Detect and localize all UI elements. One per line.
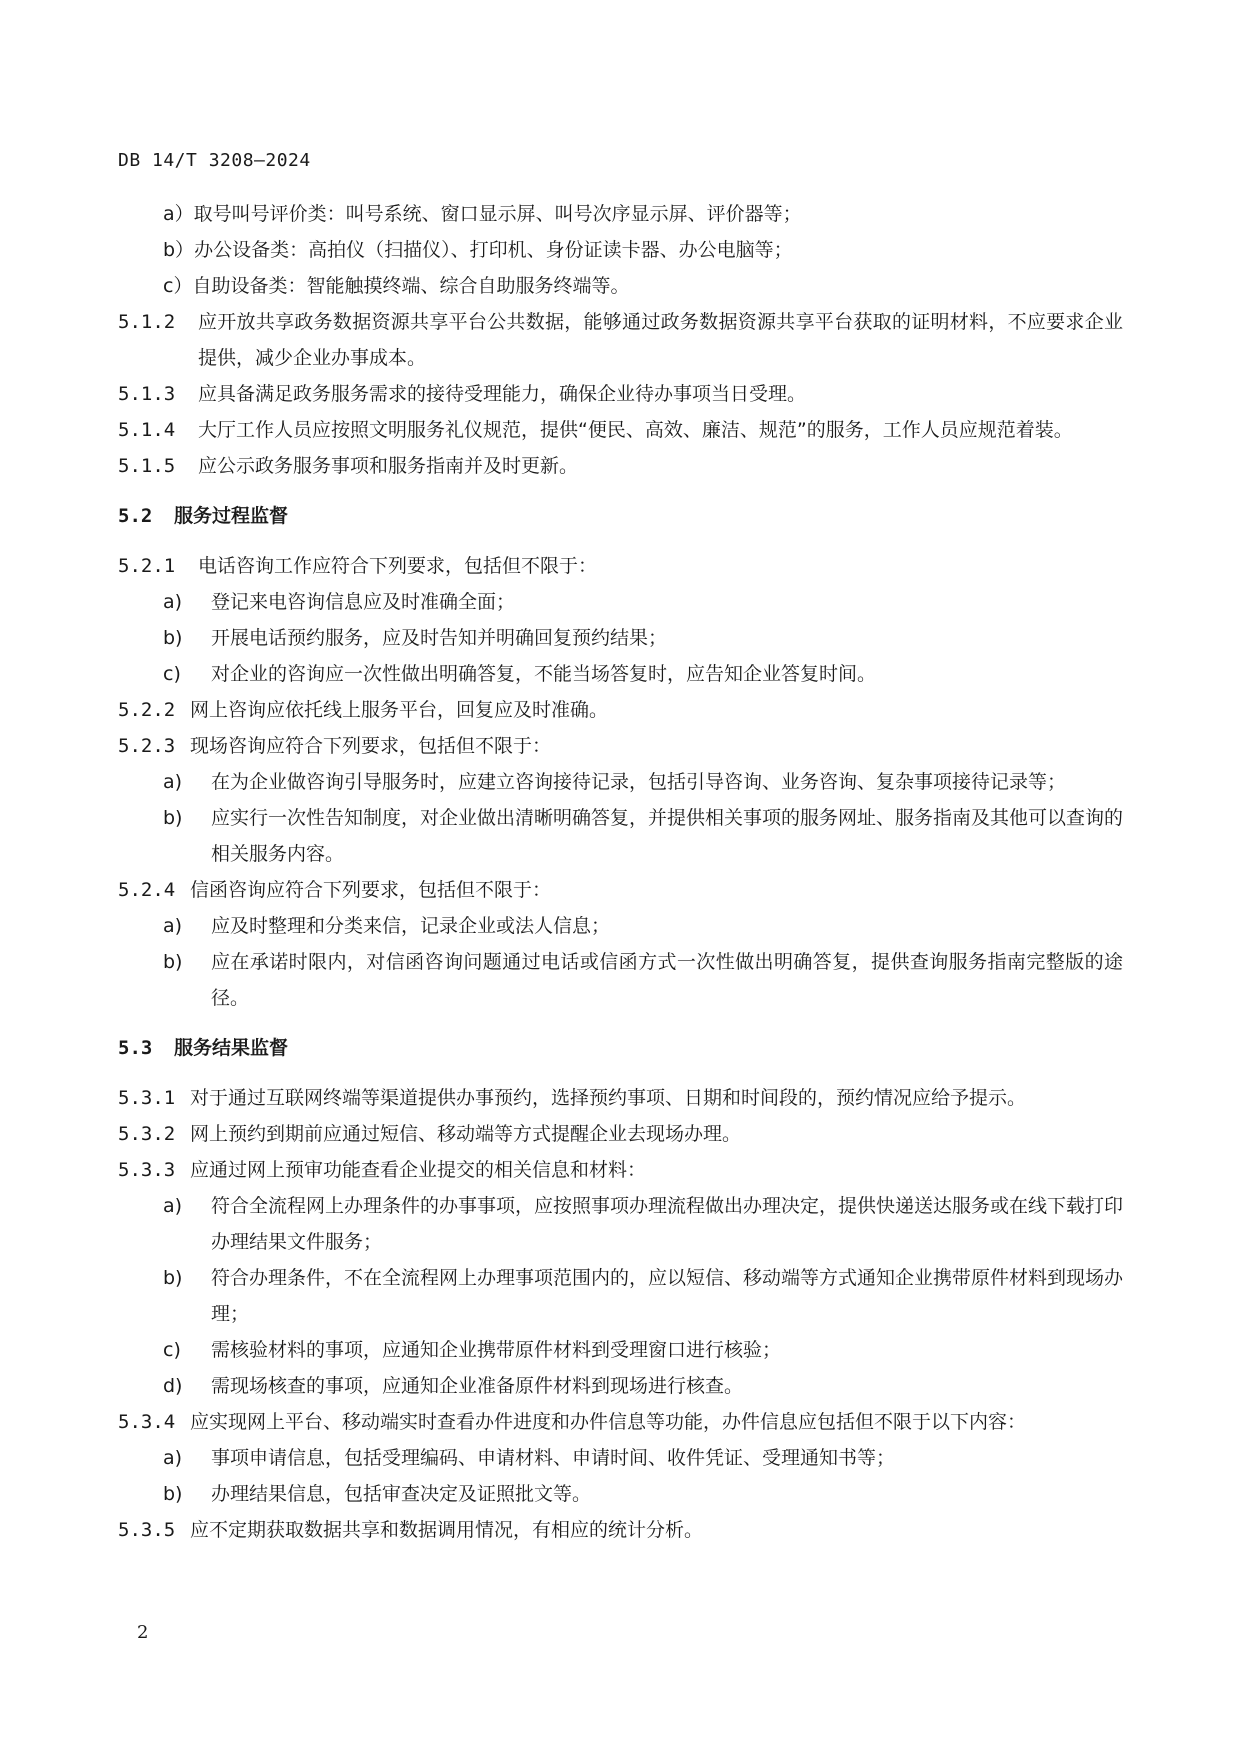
clause-text: 现场咨询应符合下列要求，包括但不限于：	[190, 735, 552, 757]
clause-number: 5.1.4	[118, 419, 176, 441]
clause-text: 对于通过互联网终端等渠道提供办事预约，选择预约事项、日期和时间段的，预约情况应给予提示。	[190, 1087, 1027, 1109]
section-title: 服务结果监督	[174, 1037, 289, 1059]
list-item	[163, 944, 1123, 1016]
clause-5-2-3	[118, 728, 1123, 764]
list-item	[163, 620, 1123, 656]
clause-5-2-1	[118, 548, 1123, 584]
clause-number: 5.3.1	[118, 1087, 176, 1109]
list-item-tag: b)	[163, 951, 183, 973]
clause-text: 大厅工作人员应按照文明服务礼仪规范，提供“便民、高效、廉洁、规范”的服务，工作人员应规范着装。	[198, 419, 1073, 441]
list-item-text: 自助设备类：智能触摸终端、综合自助服务终端等。	[192, 275, 630, 297]
list-item-text: 开展电话预约服务，应及时告知并明确回复预约结果；	[211, 627, 668, 649]
page-number: 2	[137, 1622, 149, 1643]
list-item-tag: a)	[163, 915, 183, 937]
clause-number: 5.2.2	[118, 699, 176, 721]
clause-5-1-4	[118, 412, 1123, 448]
clause-text: 应通过网上预审功能查看企业提交的相关信息和材料：	[190, 1159, 647, 1181]
clause-5-2-4	[118, 872, 1123, 908]
list-item	[163, 800, 1123, 872]
clause-text: 网上预约到期前应通过短信、移动端等方式提醒企业去现场办理。	[190, 1123, 742, 1145]
list-item	[163, 268, 1123, 304]
list-item-text: 办理结果信息，包括审查决定及证照批文等。	[211, 1483, 592, 1505]
list-item	[163, 196, 1123, 232]
clause-5-3-3	[118, 1152, 1123, 1188]
list-item	[163, 1260, 1123, 1332]
list-item-tag: c)	[163, 1339, 181, 1361]
list-item	[163, 656, 1123, 692]
list-item-tag: a)	[163, 1447, 183, 1469]
list-item-text: 在为企业做咨询引导服务时，应建立咨询接待记录，包括引导咨询、业务咨询、复杂事项接待记录等；	[211, 771, 1067, 793]
clause-text: 应开放共享政务数据资源共享平台公共数据，能够通过政务数据资源共享平台获取的证明材料，不应要求企业提供，减少企业办事成本。	[198, 311, 1123, 369]
section-number: 5.2	[118, 505, 153, 527]
clause-5-3-4	[118, 1404, 1123, 1440]
list-item-text: 需核验材料的事项，应通知企业携带原件材料到受理窗口进行核验；	[211, 1339, 782, 1361]
list-item-text: 对企业的咨询应一次性做出明确答复，不能当场答复时，应告知企业答复时间。	[211, 663, 877, 685]
document-code-header: DB 14/T 3208—2024	[118, 150, 311, 171]
clause-5-1-5	[118, 448, 1123, 484]
list-item-tag: b)	[163, 1267, 183, 1289]
list-item-tag: b)	[163, 627, 183, 649]
list-item	[163, 1440, 1123, 1476]
list-item-tag: a）	[163, 203, 194, 225]
list-item-text: 办公设备类：高拍仪（扫描仪）、打印机、身份证读卡器、办公电脑等；	[194, 239, 793, 261]
section-title: 服务过程监督	[174, 505, 289, 527]
clause-text: 应具备满足政务服务需求的接待受理能力，确保企业待办事项当日受理。	[198, 383, 807, 405]
list-item-tag: c)	[163, 663, 181, 685]
list-item-text: 符合全流程网上办理条件的办事事项，应按照事项办理流程做出办理决定，提供快递送达服务或在线下载打印办理结果文件服务；	[211, 1195, 1124, 1253]
clause-5-3-5	[118, 1512, 1123, 1548]
clause-number: 5.3.3	[118, 1159, 176, 1181]
list-item-tag: d)	[163, 1375, 183, 1397]
clause-number: 5.2.4	[118, 879, 176, 901]
list-item-tag: a)	[163, 591, 183, 613]
list-item	[163, 1332, 1123, 1368]
document-body	[118, 196, 1123, 1548]
letter-consult-list	[118, 908, 1123, 1016]
clause-number: 5.3.2	[118, 1123, 176, 1145]
list-item	[163, 764, 1123, 800]
section-heading-5-2	[118, 498, 1123, 534]
clause-number: 5.1.5	[118, 455, 176, 477]
clause-number: 5.3.5	[118, 1519, 176, 1541]
phone-consult-list	[118, 584, 1123, 692]
clause-number: 5.1.3	[118, 383, 176, 405]
onsite-consult-list	[118, 764, 1123, 872]
list-item-text: 事项申请信息，包括受理编码、申请材料、申请时间、收件凭证、受理通知书等；	[211, 1447, 896, 1469]
list-item	[163, 584, 1123, 620]
clause-5-3-2	[118, 1116, 1123, 1152]
clause-number: 5.3.4	[118, 1411, 176, 1433]
clause-text: 网上咨询应依托线上服务平台，回复应及时准确。	[190, 699, 609, 721]
clause-text: 应实现网上平台、移动端实时查看办件进度和办件信息等功能，办件信息应包括但不限于以下内容：	[190, 1411, 1027, 1433]
clause-number: 5.1.2	[118, 311, 176, 333]
list-item-text: 应在承诺时限内，对信函咨询问题通过电话或信函方式一次性做出明确答复，提供查询服务指南完整版的途径。	[211, 951, 1123, 1009]
list-item-tag: a)	[163, 771, 183, 793]
equipment-list	[118, 196, 1123, 304]
list-item-tag: b)	[163, 1483, 183, 1505]
clause-5-2-2	[118, 692, 1123, 728]
list-item-tag: b）	[163, 239, 195, 261]
list-item-text: 应及时整理和分类来信，记录企业或法人信息；	[211, 915, 611, 937]
progress-info-list	[118, 1440, 1123, 1512]
clause-number: 5.2.1	[118, 555, 176, 577]
prereview-list	[118, 1188, 1123, 1404]
list-item-text: 需现场核查的事项，应通知企业准备原件材料到现场进行核查。	[211, 1375, 744, 1397]
list-item	[163, 1188, 1123, 1260]
clause-5-1-3	[118, 376, 1123, 412]
list-item-text: 登记来电咨询信息应及时准确全面；	[211, 591, 516, 613]
list-item-tag: b)	[163, 807, 183, 829]
clause-text: 应公示政务服务事项和服务指南并及时更新。	[198, 455, 579, 477]
clause-5-3-1	[118, 1080, 1123, 1116]
list-item-text: 应实行一次性告知制度，对企业做出清晰明确答复，并提供相关事项的服务网址、服务指南及其他可以查询的相关服务内容。	[211, 807, 1124, 865]
clause-number: 5.2.3	[118, 735, 176, 757]
list-item	[163, 232, 1123, 268]
clause-text: 信函咨询应符合下列要求，包括但不限于：	[190, 879, 552, 901]
clause-text: 应不定期获取数据共享和数据调用情况，有相应的统计分析。	[190, 1519, 704, 1541]
section-number: 5.3	[118, 1037, 153, 1059]
list-item-tag: c）	[163, 275, 193, 297]
list-item-text: 取号叫号评价类：叫号系统、窗口显示屏、叫号次序显示屏、评价器等；	[193, 203, 802, 225]
list-item	[163, 908, 1123, 944]
clause-5-1-2	[118, 304, 1123, 376]
clause-text: 电话咨询工作应符合下列要求，包括但不限于：	[198, 555, 598, 577]
section-heading-5-3	[118, 1030, 1123, 1066]
list-item	[163, 1368, 1123, 1404]
list-item-text: 符合办理条件，不在全流程网上办理事项范围内的，应以短信、移动端等方式通知企业携带原件材料到现场办理；	[211, 1267, 1124, 1325]
list-item	[163, 1476, 1123, 1512]
list-item-tag: a)	[163, 1195, 183, 1217]
